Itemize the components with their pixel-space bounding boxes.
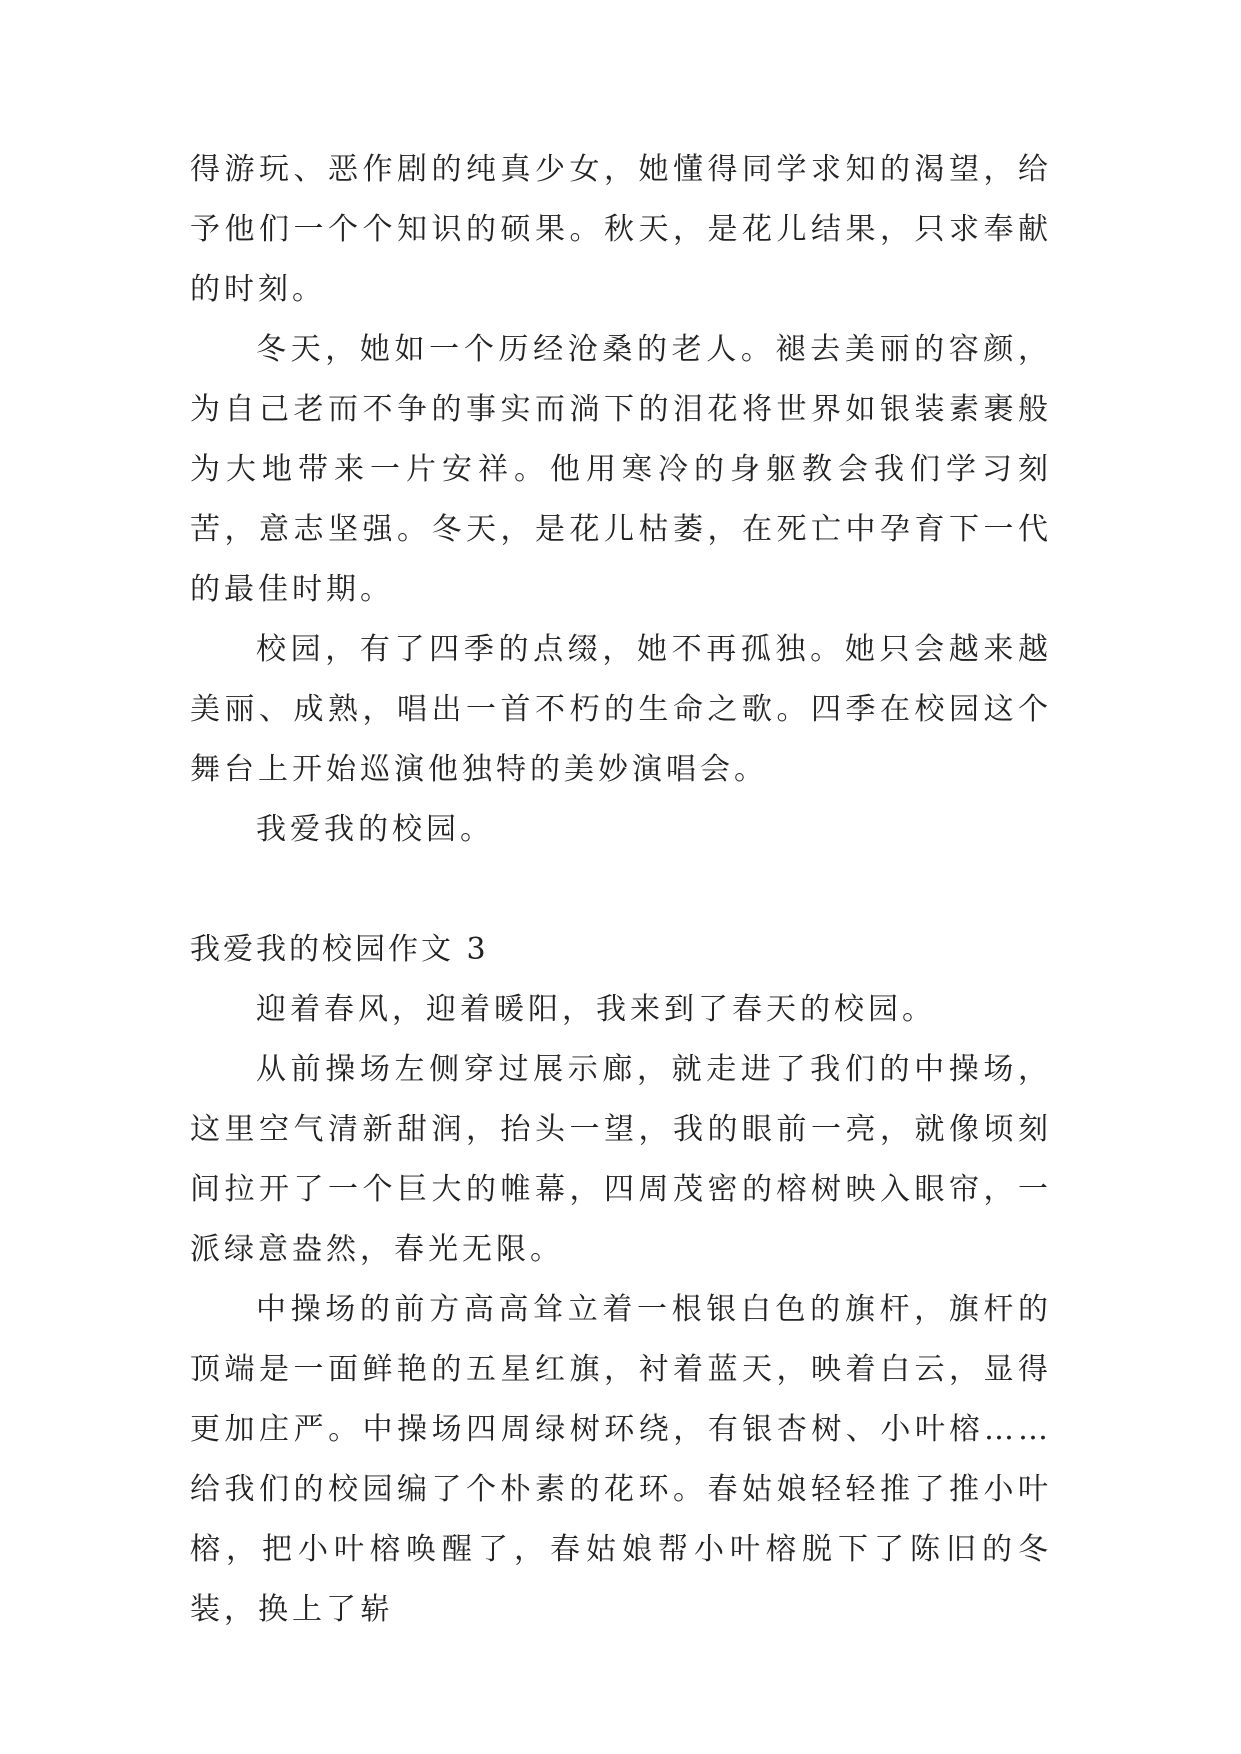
section-title: 我爱我的校园作文 3 xyxy=(190,932,489,967)
paragraph-flagpole: 中操场的前方高高耸立着一根银白色的旗杆，旗杆的顶端是一面鲜艳的五星红旗，衬着蓝天，映着白云，显得更加庄严。中操场四周绿树环绕，有银杏树、小叶榕……给我们的校园编了个朴素的花环。春姑娘轻轻推了推小叶榕，把小叶榕唤醒了，春姑娘帮小叶榕脱下了陈旧的冬装，换上了崭 xyxy=(190,1292,1052,1627)
paragraph-winter: 冬天，她如一个历经沧桑的老人。褪去美丽的容颜，为自己老而不争的事实而淌下的泪花将世界如银装素裹般为大地带来一片安祥。他用寒冷的身躯教会我们学习刻苦，意志坚强。冬天，是花儿枯萎，在死亡中孕育下一代的最佳时期。 xyxy=(190,332,1052,607)
paragraph-four-seasons: 校园，有了四季的点缀，她不再孤独。她只会越来越美丽、成熟，唱出一首不朽的生命之歌。四季在校园这个舞台上开始巡演他独特的美妙演唱会。 xyxy=(190,632,1052,787)
document-page xyxy=(190,140,1052,1640)
paragraph-middle-playground: 从前操场左侧穿过展示廊，就走进了我们的中操场，这里空气清新甜润，抬头一望，我的眼前一亮，就像顷刻间拉开了一个巨大的帷幕，四周茂密的榕树映入眼帘，一派绿意盎然，春光无限。 xyxy=(190,1052,1052,1267)
paragraph-love-campus: 我爱我的校园。 xyxy=(256,812,494,847)
paragraph-spring-intro: 迎着春风，迎着暖阳，我来到了春天的校园。 xyxy=(256,992,936,1027)
paragraph-autumn-end: 得游玩、恶作剧的纯真少女，她懂得同学求知的渴望，给予他们一个个知识的硕果。秋天，是花儿结果，只求奉献的时刻。 xyxy=(190,152,1052,307)
